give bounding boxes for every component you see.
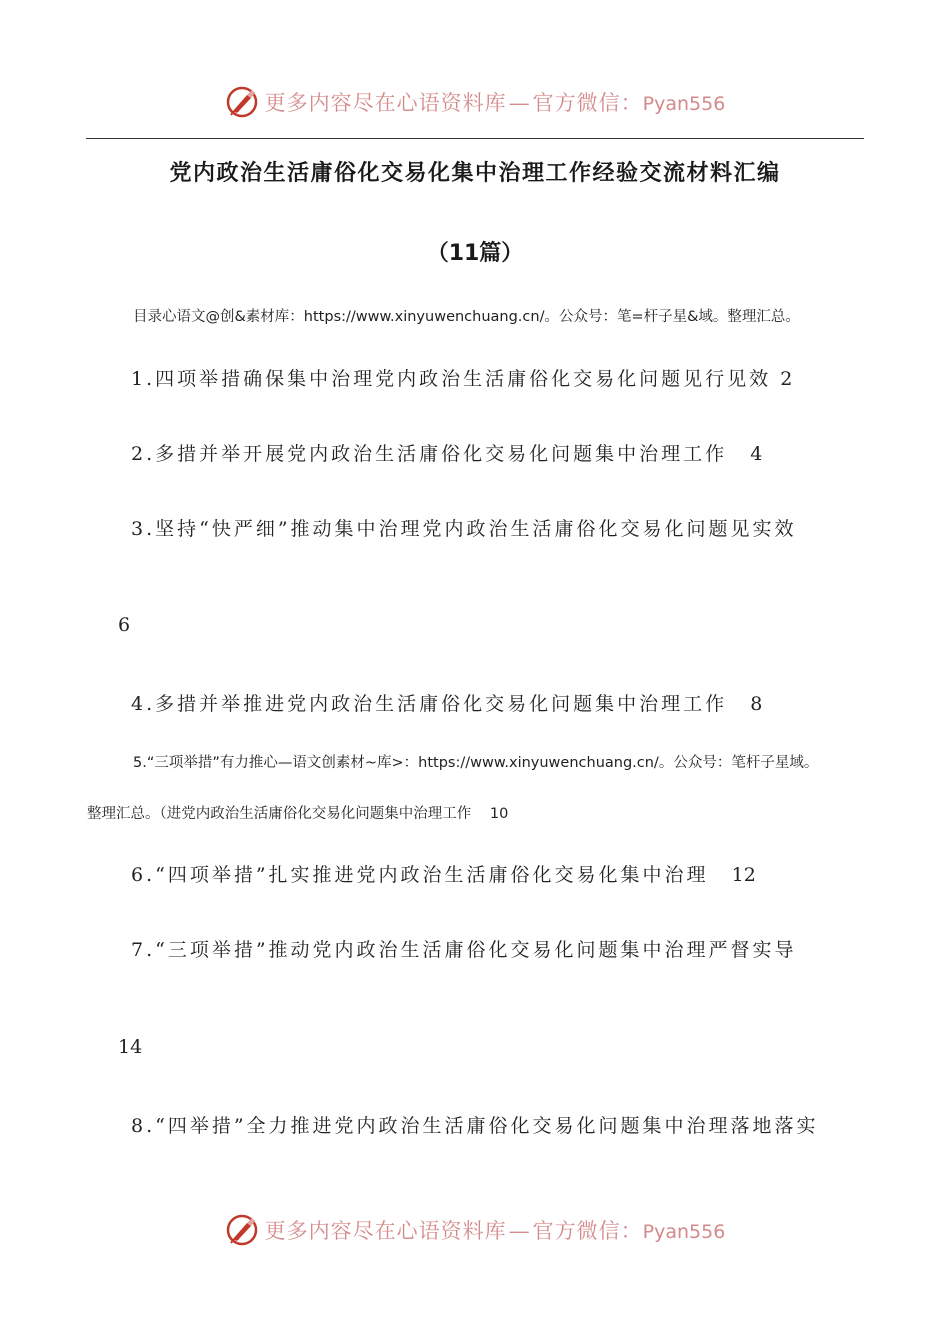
toc-item-1 xyxy=(131,364,792,391)
toc-item-2 xyxy=(131,439,762,466)
banner-wechat-id: Pyan556 xyxy=(642,1221,726,1243)
toc-item-text: 整理汇总。（进党内政治生活庸俗化交易化问题集中治理工作 xyxy=(87,806,472,822)
banner-separator: — xyxy=(508,1219,531,1243)
toc-item-text: 4.多措并举推进党内政治生活庸俗化交易化问题集中治理工作 xyxy=(131,693,728,715)
banner-title: 更多内容尽在心语资料库 xyxy=(264,91,507,115)
toc-item-5-line2 xyxy=(87,802,508,823)
toc-item-page: 10 xyxy=(489,806,509,822)
banner-text xyxy=(265,1215,726,1245)
toc-item-3-page: 6 xyxy=(118,614,131,636)
banner-wechat-label: 官方微信： xyxy=(532,91,643,115)
header-divider xyxy=(86,138,864,139)
banner-wechat-label: 官方微信： xyxy=(532,1219,643,1243)
banner-title: 更多内容尽在心语资料库 xyxy=(264,1219,507,1243)
toc-item-5-line1: 5.“三项举措”有力推心—语文创素材~库>：https://www.xinyuwenchuang.cn/。公众号：笔杆子星域。 xyxy=(133,755,819,771)
toc-item-page: 2 xyxy=(780,368,793,390)
pen-logo-icon xyxy=(225,1213,259,1247)
toc-item-3: 3.坚持“快严细”推动集中治理党内政治生活庸俗化交易化问题见实效 xyxy=(131,518,797,540)
toc-item-text: 2.多措并举开展党内政治生活庸俗化交易化问题集中治理工作 xyxy=(131,443,728,465)
toc-item-text: 1.四项举措确保集中治理党内政治生活庸俗化交易化问题见行见效 xyxy=(131,368,772,390)
document-subtitle: （11篇） xyxy=(426,241,524,266)
pen-logo-icon xyxy=(225,85,259,119)
directory-note: 目录心语文@创&素材库：https://www.xinyuwenchuang.cn/。公众号：笔=杆子星&域。整理汇总。 xyxy=(133,309,800,325)
toc-item-6 xyxy=(131,860,756,887)
toc-item-7-page: 14 xyxy=(118,1036,143,1058)
toc-item-page: 4 xyxy=(750,443,763,465)
document-title: 党内政治生活庸俗化交易化集中治理工作经验交流材料汇编 xyxy=(169,161,781,186)
toc-item-7: 7.“三项举措”推动党内政治生活庸俗化交易化问题集中治理严督实导 xyxy=(131,939,797,961)
toc-item-text: 6.“四项举措”扎实推进党内政治生活庸俗化交易化集中治理 xyxy=(131,864,709,886)
toc-item-8: 8.“四举措”全力推进党内政治生活庸俗化交易化问题集中治理落地落实 xyxy=(131,1115,819,1137)
banner-wechat-id: Pyan556 xyxy=(642,93,726,115)
toc-item-4 xyxy=(131,689,762,716)
header-banner xyxy=(0,82,950,122)
banner-separator: — xyxy=(508,91,531,115)
toc-item-page: 8 xyxy=(750,693,763,715)
footer-banner xyxy=(0,1210,950,1250)
toc-item-page: 12 xyxy=(731,864,756,886)
banner-text xyxy=(265,87,726,117)
